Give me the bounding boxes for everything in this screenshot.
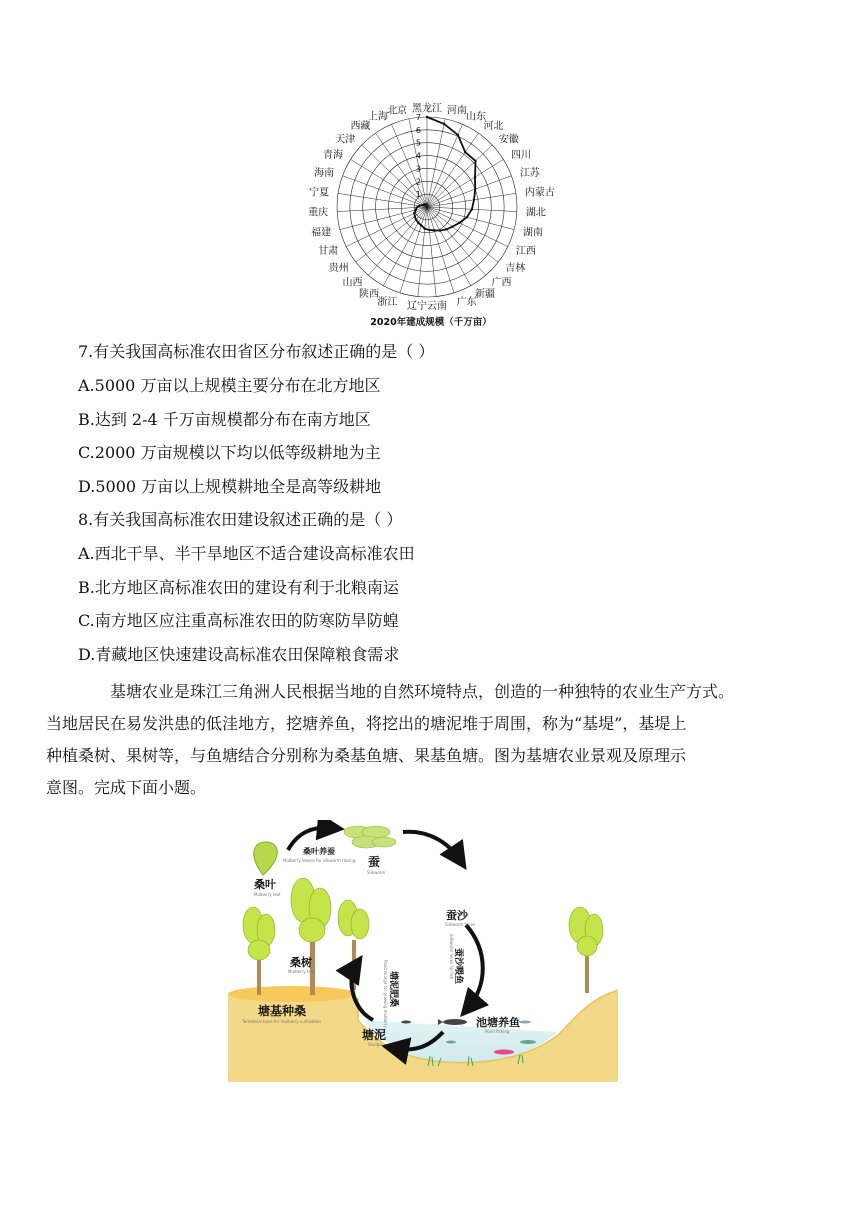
radar-category-label: 辽宁 xyxy=(406,300,427,312)
radar-spoke xyxy=(337,207,427,212)
radar-point xyxy=(415,209,417,211)
radar-category-label: 山西 xyxy=(342,277,363,289)
question-7-option-c: C.2000 万亩规模以下均以低等级耕地为主 xyxy=(78,443,381,462)
intro-paragraph xyxy=(46,676,784,804)
label-sludge-to-tree: 塘泥肥桑 xyxy=(388,971,398,1008)
radar-point xyxy=(415,218,417,220)
radar-category-label: 湖北 xyxy=(525,207,546,219)
radar-point xyxy=(474,188,476,190)
radar-point xyxy=(445,228,447,230)
radar-point xyxy=(426,116,428,118)
radar-point xyxy=(473,199,475,201)
label-leaf-to-silkworm-en: Mulberry leaves for silkworm raising xyxy=(283,858,356,863)
label-pond-fish: 池塘养鱼 xyxy=(476,1016,520,1029)
radar-point xyxy=(471,208,473,210)
radar-point xyxy=(425,203,427,205)
radar-category-label: 海南 xyxy=(314,168,335,180)
radar-point xyxy=(464,151,466,153)
radar-point xyxy=(474,160,476,162)
radar-tick-label: 7 xyxy=(415,113,421,122)
radar-category-label: 河南 xyxy=(446,105,467,117)
radar-category-label: 福建 xyxy=(311,227,332,239)
question-8-stem: 8.有关我国高标准农田建设叙述正确的是（ ） xyxy=(78,510,403,529)
radar-category-label: 江西 xyxy=(515,246,536,258)
intro-line-2: 当地居民在易发洪患的低洼地方，挖塘养鱼，将挖出的塘泥堆于周围，称为“基堤”，基堤上 xyxy=(46,714,687,733)
base-top xyxy=(228,986,356,1002)
label-feces-to-fish-en: Silkworm feces for fish xyxy=(449,934,454,980)
radar-category-label: 四川 xyxy=(511,150,532,162)
radar-spoke xyxy=(356,207,427,262)
radar-category-label: 云南 xyxy=(427,300,448,312)
radar-tick-label: 2 xyxy=(415,177,421,187)
radar-category-label: 重庆 xyxy=(308,207,329,219)
label-silkworm-en: Silkworm xyxy=(367,870,386,875)
radar-spoke xyxy=(340,207,427,230)
radar-spoke xyxy=(427,207,486,275)
radar-point xyxy=(414,215,416,217)
radar-category-label: 天津 xyxy=(335,134,356,146)
radar-category-label: 广东 xyxy=(456,296,477,308)
radar-tick-label: 1 xyxy=(415,190,421,200)
radar-point xyxy=(474,176,476,178)
label-pond-fish-en: Pond fishing xyxy=(485,1029,510,1034)
radar-chart xyxy=(305,100,557,332)
question-8-option-b: B.北方地区高标准农田的建设有利于北粮南运 xyxy=(78,578,399,597)
radar-category-label: 陕西 xyxy=(358,289,379,301)
question-7-option-d: D.5000 万亩以上规模耕地全是高等级耕地 xyxy=(78,477,382,496)
radar-category-label: 内蒙古 xyxy=(524,187,555,199)
label-leaf-to-silkworm: 桑叶养蚕 xyxy=(303,847,335,856)
intro-line-3: 种植桑树、果树等，与鱼塘结合分别称为桑基鱼塘、果基鱼塘。图为基塘农业景观及原理示 xyxy=(46,746,687,765)
radar-point xyxy=(418,205,420,207)
radar-category-label: 上海 xyxy=(367,111,388,123)
radar-point xyxy=(466,216,468,218)
intro-line-1: 基塘农业是珠江三角洲人民根据当地的自然环境特点，创造的一种独特的农业生产方式。 xyxy=(110,682,735,701)
arrow-silkworm-to-feces xyxy=(403,832,460,860)
radar-category-label: 山东 xyxy=(466,111,487,123)
label-silkworm-feces-en: Silkworm feces xyxy=(445,922,476,927)
label-base: 塘基种桑 xyxy=(258,1004,307,1018)
radar-spoke xyxy=(427,207,454,293)
radar-point xyxy=(424,228,426,230)
question-7-option-a: A.5000 万亩以上规模主要分布在北方地区 xyxy=(78,376,381,395)
radar-point xyxy=(428,229,430,231)
label-sludge-en: Sludge xyxy=(368,1042,382,1047)
radar-category-label: 江苏 xyxy=(519,168,540,180)
radar-tick-label: 6 xyxy=(415,125,421,135)
radar-category-label: 贵州 xyxy=(328,263,349,275)
dike-pond-diagram xyxy=(228,820,618,1082)
radar-spoke xyxy=(427,207,498,262)
radar-category-label: 吉林 xyxy=(505,263,526,275)
radar-point xyxy=(439,229,441,231)
radar-point xyxy=(417,222,419,224)
radar-category-label: 北京 xyxy=(387,105,408,117)
radar-spoke xyxy=(338,193,427,207)
radar-point xyxy=(420,224,422,226)
label-sludge: 塘泥 xyxy=(362,1028,387,1042)
question-7-option-b: B.达到 2-4 千万亩规模都分布在南方地区 xyxy=(78,410,371,429)
question-8-option-d: D.青藏地区快速建设高标准农田保障粮食需求 xyxy=(78,645,400,664)
radar-spoke xyxy=(427,207,508,247)
label-sludge-to-tree-en: Pond sludge for growing mulberry xyxy=(383,960,388,1028)
radar-category-label: 宁夏 xyxy=(309,187,330,199)
radar-category-label: 广西 xyxy=(491,277,512,289)
radar-category-labels xyxy=(308,102,555,312)
radar-category-label: 安徽 xyxy=(498,134,519,146)
radar-category-label: 西藏 xyxy=(350,121,371,133)
radar-category-label: 湖南 xyxy=(522,227,543,239)
label-mulberry-tree: 桑树 xyxy=(290,956,312,969)
label-feces-to-fish: 蚕沙喂鱼 xyxy=(453,948,463,985)
radar-point xyxy=(451,225,453,227)
label-silkworm-feces: 蚕沙 xyxy=(446,909,468,922)
radar-category-label: 黑龙江 xyxy=(412,103,442,115)
radar-point xyxy=(443,123,445,125)
arrow-feces-to-fish xyxy=(466,925,483,1008)
radar-category-label: 浙江 xyxy=(377,296,398,308)
radar-point xyxy=(413,212,415,214)
question-7-stem: 7.有关我国高标准农田省区分布叙述正确的是（ ） xyxy=(78,342,435,361)
question-8-option-c: C.南方地区应注重高标准农田的防寒防旱防蝗 xyxy=(78,611,399,630)
radar-category-label: 青海 xyxy=(322,150,343,162)
label-mulberry-leaf: 桑叶 xyxy=(254,878,276,891)
radar-tick-label: 3 xyxy=(415,164,421,174)
radar-category-label: 河北 xyxy=(483,121,504,133)
radar-category-label: 新疆 xyxy=(475,289,496,301)
intro-line-4: 意图。完成下面小题。 xyxy=(46,778,207,797)
mulberry-leaf-icon xyxy=(254,842,277,875)
label-base-en: Terrestrial base for mulberry cultivation xyxy=(242,1019,322,1024)
radar-tick-label: 4 xyxy=(415,151,421,161)
radar-point xyxy=(416,206,418,208)
label-silkworm: 蚕 xyxy=(368,855,381,869)
radar-spoke xyxy=(427,145,492,207)
radar-spoke xyxy=(427,193,516,207)
radar-spoke xyxy=(368,207,427,275)
label-mulberry-tree-en: Mulberry tree xyxy=(288,969,316,974)
radar-category-label: 甘肃 xyxy=(318,246,339,258)
mulberry-trees xyxy=(243,878,603,995)
radar-caption: 2020年建成规模（千万亩） xyxy=(370,317,492,328)
label-mulberry-leaf-en: Mulberry leaf xyxy=(254,892,281,897)
radar-spoke xyxy=(400,207,427,293)
radar-point xyxy=(458,222,460,224)
radar-tick-label: 5 xyxy=(415,138,421,148)
radar-tick-labels xyxy=(416,113,421,199)
silkworm-icon xyxy=(344,826,396,848)
radar-point xyxy=(433,229,435,231)
radar-grid xyxy=(337,117,517,297)
radar-point xyxy=(457,134,459,136)
question-8-option-a: A.西北干旱、半干旱地区不适合建设高标准农田 xyxy=(78,544,415,563)
